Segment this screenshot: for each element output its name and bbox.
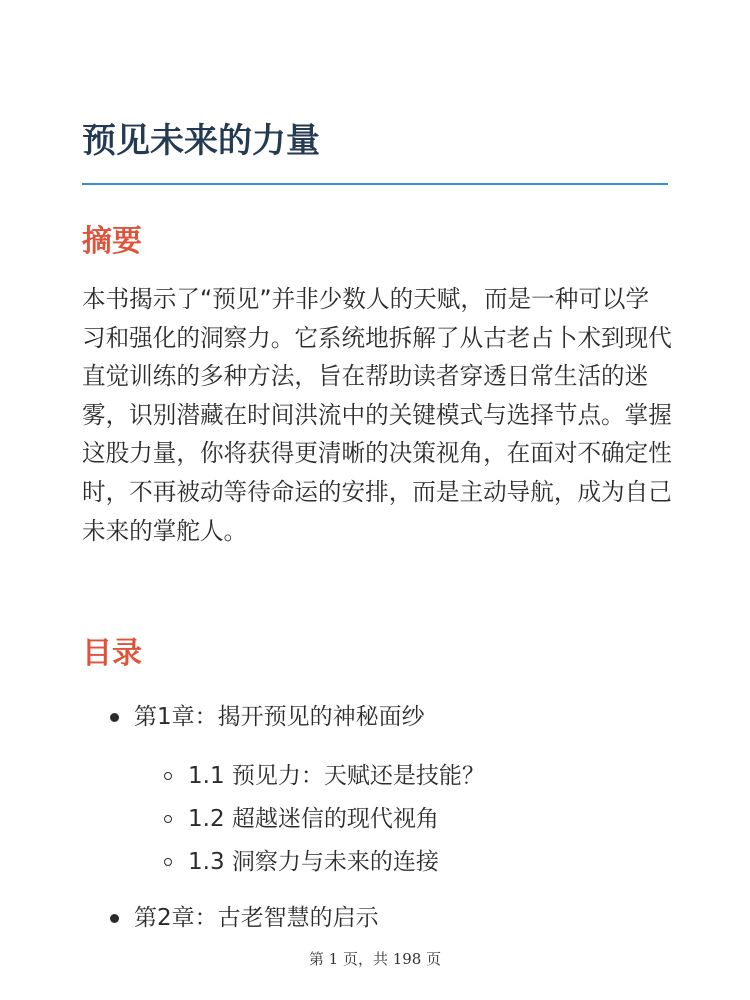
abstract-body: 本书揭示了“预见”并非少数人的天赋，而是一种可以学习和强化的洞察力。它系统地拆解了从古老占卜术到现代直觉训练的多种方法，旨在帮助读者穿透日常生活的迷雾，识别潜藏在时间洪流中的关键模式与选择节点。掌握这股力量，你将获得更清晰的决策视角，在面对不确定性时，不再被动等待命运的安排，而是主动导航，成为自己未来的掌舵人。 — [82, 285, 672, 545]
abstract-heading: 摘要 — [82, 224, 142, 259]
bullet-circle-icon — [164, 858, 172, 866]
bullet-disc-icon — [110, 914, 119, 923]
bullet-circle-icon — [164, 772, 172, 780]
bullet-disc-icon — [110, 713, 119, 722]
toc-section-1-3[interactable]: 1.3 洞察力与未来的连接 — [188, 849, 439, 875]
toc-section-1-2[interactable]: 1.2 超越迷信的现代视角 — [188, 806, 439, 832]
toc-chapter-2[interactable]: 第2章：古老智慧的启示 — [134, 905, 379, 931]
book-title: 预见未来的力量 — [82, 121, 320, 161]
title-divider — [82, 183, 668, 185]
bullet-circle-icon — [164, 815, 172, 823]
toc-section-1-1[interactable]: 1.1 预见力：天赋还是技能？ — [188, 763, 485, 789]
page-number-footer: 第 1 页，共 198 页 — [308, 950, 442, 968]
toc-chapter-1[interactable]: 第1章：揭开预见的神秘面纱 — [134, 704, 425, 730]
toc-heading: 目录 — [82, 636, 142, 671]
